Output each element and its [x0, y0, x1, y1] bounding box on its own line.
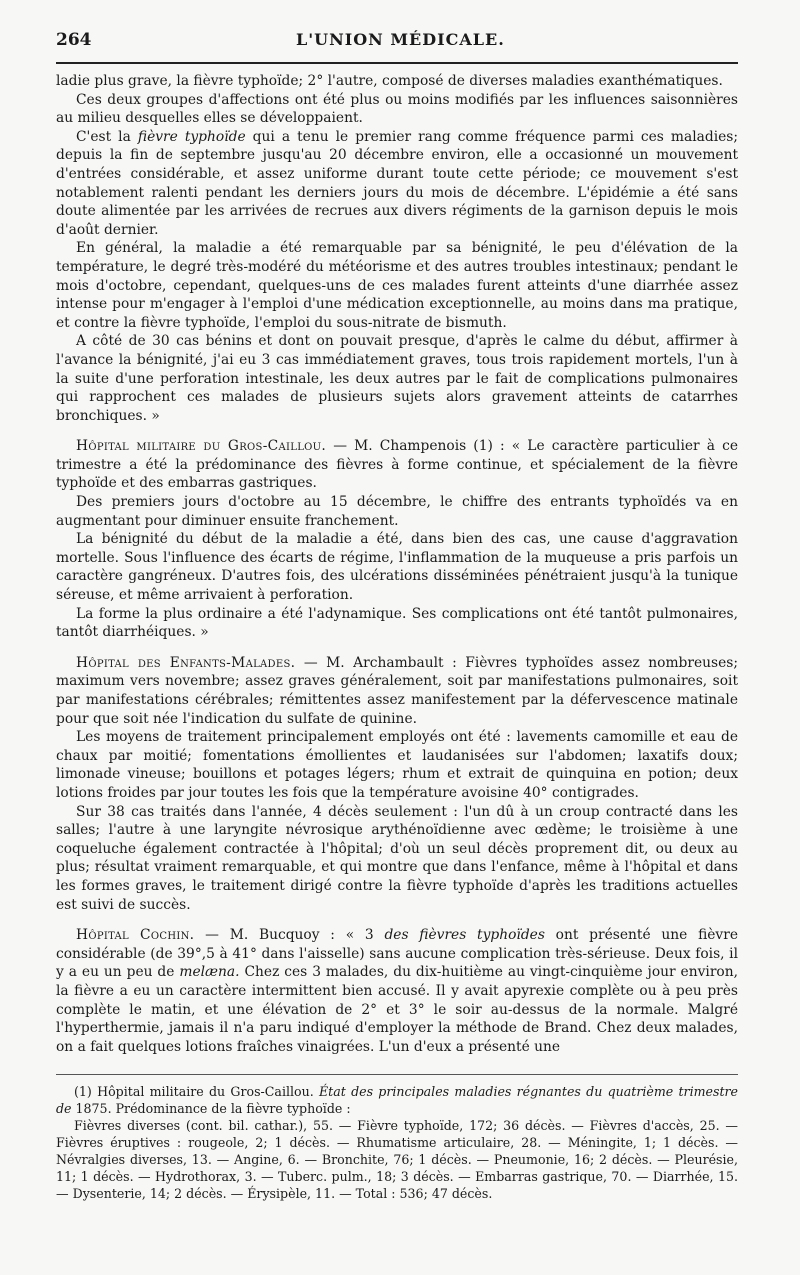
footnote-text: 1875. Prédominance de la fièvre typhoïde : [71, 1101, 351, 1117]
paragraph: Sur 38 cas traités dans l'année, 4 décès seulement : l'un dû à un croup contracté dans les salles; l'autre à une laryngite névrosique arythénoïdienne avec œdème; le troisième à une coqueluche également contractée à l'hôpital; d'où un seul décès proprement dit, ou deux au plus; résultat vraiment remarquable, et qui montre que dans l'enfance, même à l'hôpital et dans les formes graves, le traitement dirigé contre la fièvre typhoïde d'après les traditions actuelles est suivi de succès. [56, 803, 738, 913]
paragraph: Des premiers jours d'octobre au 15 décembre, le chiffre des entrants typhoïdés va en augmentant pour diminuer ensuite franchement. [56, 494, 738, 529]
emphasis: melæna. [179, 964, 240, 981]
section-lead: — M. Archambault : Fièvres typhoïdes assez nombreuses; maximum vers novembre; assez graves généralement, soit par manifestations pulmonaires, soit par manifestations cérébrales; rémittentes assez manifestement par la défervescence matinale pour que soit née l'indication du sulfate de quinine. [56, 654, 738, 727]
footnote [56, 1083, 738, 1117]
paragraph: Ces deux groupes d'affections ont été plus ou moins modifiés par les influences saisonnières au milieu desquelles elles se développaient. [56, 91, 738, 127]
emphasis: des fièvres typhoïdes [384, 927, 545, 944]
section-lead: — M. Bucquoy : « 3 [194, 927, 385, 944]
paragraph: En général, la maladie a été remarquable par sa bénignité, le peu d'élévation de la température, le degré très-modéré du météorisme et des autres troubles intestinaux; pendant le mois d'octobre, cependant, quelques-uns de ces malades furent atteints d'une diarrhée assez intense pour m'engager à l'emploi d'une médication exceptionnelle, au moins dans ma pratique, et contre la fièvre typhoïde, l'emploi du sous-nitrate de bismuth. [56, 240, 738, 331]
emphasis: fièvre typhoïde [137, 128, 246, 145]
section-enfants-malades [56, 654, 738, 728]
body-text [56, 72, 738, 1056]
running-title: L'UNION MÉDICALE. [296, 30, 505, 49]
section-text: Chez ces 3 malades, du dix-huitième au vingt-cinquième jour environ, la fièvre a eu un caractère intermittent bien accusé. Il y avait apyrexie complète ou à peu près complète le matin, et une élévation de 2° et 3° le soir au-dessus de la normale. Malgré l'hyperthermie, jamais il n'a paru indiqué d'employer la méthode de Brand. Chez deux malades, on a fait quelques lotions fraîches vinaigrées. L'un d'eux a présenté une [56, 964, 738, 1055]
section-gros-caillou [56, 437, 738, 493]
section-lead: — M. Champenois (1) : « Le caractère particulier à ce trimestre a été la prédominance des fièvres à forme continue, et spécialement de la fièvre typhoïde et des embarras gastriques. [56, 438, 738, 492]
paragraph: C'est la fièvre typhoïde qui a tenu le premier rang comme fréquence parmi ces maladies; depuis la fin de septembre jusqu'au 20 décembre environ, elle a occasionné un mouvement d'entrées considérable, et assez uniforme durant toute cette période; ce mouvement s'est notablement ralenti pendant les derniers jours du mois de décembre. L'épidémie a été sans doute alimentée par les arrivées de recrues aux divers régiments de la garnison depuis le mois d'août dernier. [56, 128, 738, 238]
section-cochin [56, 926, 738, 1056]
paragraph: La bénignité du début de la maladie a été, dans bien des cas, une cause d'aggravation mortelle. Sous l'influence des écarts de régime, l'inflammation de la muqueuse a pris parfois un caractère gangréneux. D'autres fois, des ulcérations disséminées pénétraient jusqu'à la tunique séreuse, et même arrivaient à perforation. [56, 531, 738, 604]
footnote-divider [56, 1074, 738, 1075]
footnote-list: Fièvres diverses (cont. bil. cathar.), 55. — Fièvre typhoïde, 172; 36 décès. — Fièvres d'accès, 25. — Fièvres éruptives : rougeole, 2; 1 décès. — Rhumatisme articulaire, 28. — Méningite, 1; 1 décès. — Névralgies diverses, 13. — Angine, 6. — Bronchite, 76; 1 décès. — Pneumonie, 16; 2 décès. — Pleurésie, 11; 1 décès. — Hydrothorax, 3. — Tuberc. pulm., 18; 3 décès. — Embarras gastrique, 70. — Diarrhée, 15. — Dysenterie, 14; 2 décès. — Érysipèle, 11. — Total : 536; 47 décès. [56, 1118, 738, 1202]
page-header [56, 30, 738, 64]
paragraph: A côté de 30 cas bénins et dont on pouvait presque, d'après le calme du début, affirmer à l'avance la bénignité, j'ai eu 3 cas immédiatement graves, tous trois rapidement mortels, l'un à la suite d'une perforation intestinale, les deux autres par le fait de complications pulmonaires qui rapprochent ces malades de plusieurs sujets alors gravement atteints de catarrhes bronchiques. » [56, 333, 738, 424]
section-heading: Hôpital militaire du Gros-Caillou. [76, 438, 327, 455]
section-heading: Hôpital des Enfants-Malades. [76, 654, 296, 671]
footnotes [56, 1083, 738, 1202]
paragraph: Les moyens de traitement principalement employés ont été : lavements camomille et eau de chaux par moitié; fomentations émollientes et laudanisées sur l'abdomen; laxatifs doux; limonade vineuse; bouillons et potages légers; rhum et extrait de quinquina en potion; deux lotions froides par jour toutes les fois que la température avoisine 40° contigrades. [56, 729, 738, 801]
footnote-marker: (1) Hôpital militaire du Gros-Caillou. [74, 1084, 319, 1100]
paragraph: ladie plus grave, la fièvre typhoïde; 2° l'autre, composé de diverses maladies exanthématiques. [56, 73, 723, 89]
section-text: ont présenté une fièvre considérable (de 39°,5 à 41° dans l'aisselle) sans aucune complication très-sérieuse. Deux fois, il y a eu un peu de [56, 927, 738, 981]
section-heading: Hôpital Cochin. [76, 927, 195, 944]
footnote-title: État des principales maladies régnantes du quatrième trimestre de [56, 1084, 738, 1117]
page-number: 264 [56, 30, 92, 50]
paragraph: La forme la plus ordinaire a été l'adynamique. Ses complications ont été tantôt pulmonaires, tantôt diarrhéiques. » [56, 605, 738, 641]
